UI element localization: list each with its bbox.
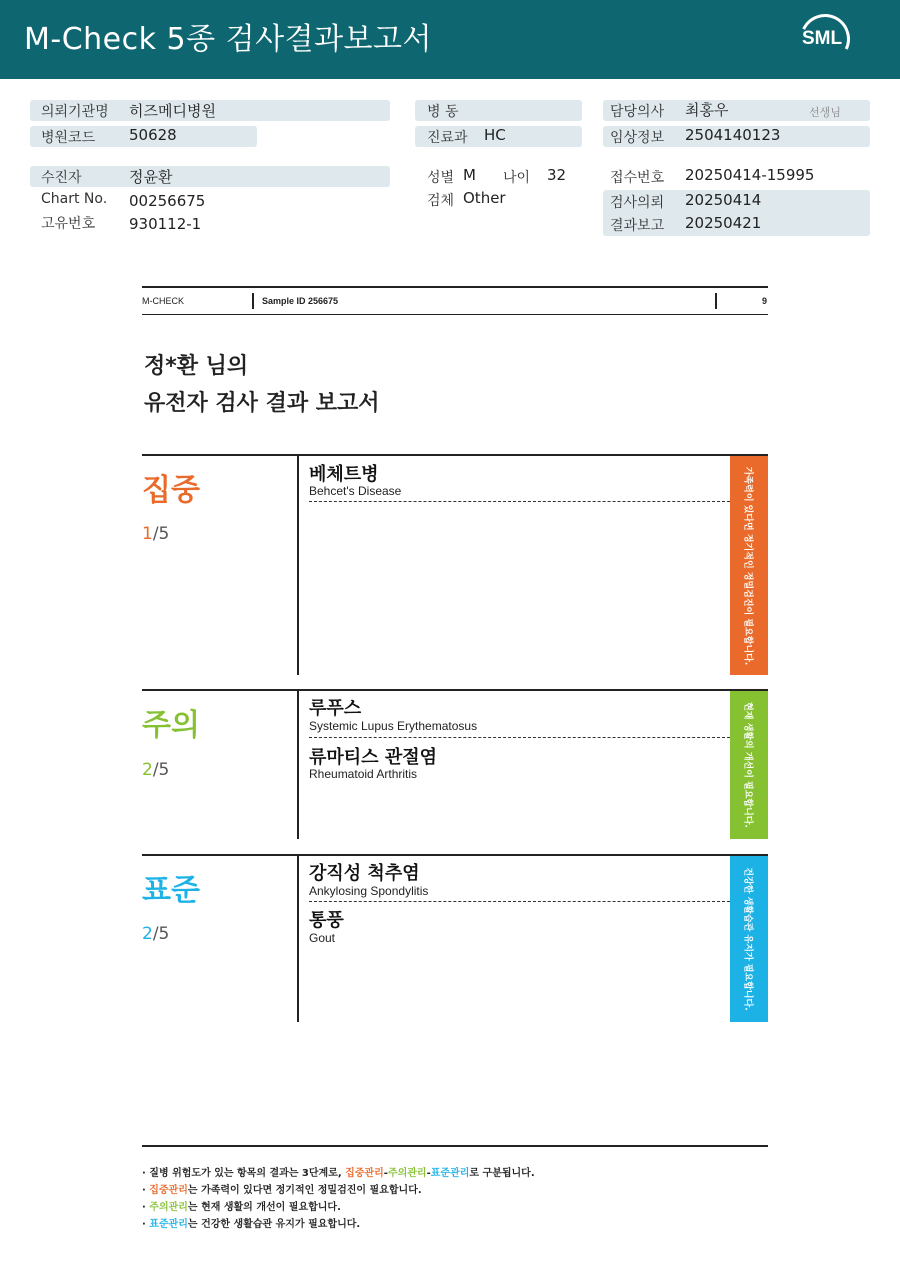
dashed-separator — [309, 501, 730, 502]
sheet-divider — [715, 293, 717, 309]
category-note: 현재 생활의 개선이 필요합니다. — [742, 702, 753, 828]
category-rule — [142, 689, 768, 691]
receipt-value: 20250414-15995 — [685, 166, 815, 184]
institution-value: 히즈메디병원 — [129, 102, 216, 120]
footnote-caution: 주의관리 — [149, 1202, 188, 1213]
footnote-1: · 질병 위험도가 있는 항목의 결과는 3단계로, 집중관리-주의관리-표준관리로 구분됩니다. — [142, 1168, 535, 1179]
category-note: 가족력이 있다면 정기적인 정밀검진이 필요합니다. — [742, 466, 753, 665]
category-name: 표준 — [142, 873, 200, 908]
age-value: 32 — [547, 166, 567, 184]
clinical-value: 2504140123 — [685, 126, 781, 144]
count-total: /5 — [152, 924, 170, 944]
request-label: 검사의뢰 — [610, 195, 665, 211]
category-name: 집중 — [142, 473, 200, 508]
page-number: 9 — [762, 296, 768, 306]
disease-name-ko: 통풍 — [309, 910, 344, 931]
report-title-line: 유전자 검사 결과 보고서 — [144, 391, 380, 416]
footnote-text: 는 가족력이 있다면 정기적인 정밀검진이 필요합니다. — [187, 1185, 422, 1196]
patient-row — [30, 166, 390, 187]
result-value: 20250421 — [685, 214, 762, 232]
count-number: 2 — [142, 760, 153, 780]
footnote-standard: 표준관리 — [149, 1219, 188, 1230]
disease-name-en: Ankylosing Spondylitis — [309, 884, 429, 898]
disease-name-ko: 베체트병 — [309, 464, 379, 485]
category-count — [142, 524, 169, 544]
disease-name-ko: 류마티스 관절염 — [309, 747, 437, 768]
footnote-3: · 주의관리는 현재 생활의 개선이 필요합니다. — [142, 1202, 341, 1213]
category-rule — [142, 854, 768, 856]
disease-name-ko: 강직성 척추염 — [309, 863, 420, 884]
header-bar — [0, 0, 900, 79]
category-rule — [142, 454, 768, 456]
category-count — [142, 760, 169, 780]
hospital-code-label: 병원코드 — [41, 130, 96, 146]
sex-label: 성별 — [427, 170, 455, 186]
sheet-top-rule — [142, 286, 768, 288]
footnote-caution: 주의관리 — [387, 1168, 427, 1179]
footnote-dash: - — [383, 1168, 388, 1179]
category-note-bar — [730, 456, 768, 675]
disease-name-en: Gout — [309, 931, 336, 945]
dashed-separator — [309, 901, 730, 902]
sex-value: M — [463, 166, 476, 184]
sml-logo — [800, 14, 852, 64]
count-total: /5 — [152, 524, 170, 544]
clinical-label: 임상정보 — [610, 130, 665, 146]
specimen-value: Other — [463, 189, 506, 207]
institution-label: 의뢰기관명 — [41, 104, 109, 120]
logo-text: SML — [802, 28, 843, 49]
result-label: 결과보고 — [610, 218, 665, 234]
ward-label: 병 동 — [427, 104, 459, 120]
disease-name-en: Behcet's Disease — [309, 484, 402, 498]
disease-name-en: Systemic Lupus Erythematosus — [309, 719, 478, 733]
doctor-value: 최홍우 — [685, 101, 729, 119]
disease-name-ko: 루푸스 — [309, 698, 362, 719]
sheet-header-rule — [142, 314, 768, 315]
footnote-text: 는 현재 생활의 개선이 필요합니다. — [187, 1202, 341, 1213]
category-vline — [297, 691, 299, 839]
footnote-2: · 집중관리는 가족력이 있다면 정기적인 정밀검진이 필요합니다. — [142, 1185, 422, 1196]
age-label: 나이 — [503, 170, 531, 186]
request-value: 20250414 — [685, 191, 762, 209]
footnote-text: 로 구분됩니다. — [469, 1168, 535, 1179]
sample-id: Sample ID 256675 — [262, 296, 339, 306]
category-vline — [297, 856, 299, 1022]
receipt-label: 접수번호 — [610, 170, 665, 186]
mcheck-label: M-CHECK — [142, 296, 184, 306]
category-vline — [297, 456, 299, 675]
doctor-suffix: 선생님 — [809, 106, 841, 119]
count-number: 1 — [142, 524, 153, 544]
dept-value: HC — [484, 126, 506, 144]
sheet-divider — [252, 293, 254, 309]
dashed-separator — [309, 737, 730, 738]
footnote-text: 는 건강한 생활습관 유지가 필요합니다. — [187, 1219, 361, 1230]
category-note-bar — [730, 856, 768, 1022]
footnote-text: 질병 위험도가 있는 항목의 결과는 3단계로, — [149, 1168, 346, 1179]
count-total: /5 — [152, 760, 170, 780]
dept-label: 진료과 — [427, 130, 468, 146]
patient-value: 정윤환 — [129, 168, 173, 186]
patient-label: 수진자 — [41, 170, 82, 186]
chart-value: 00256675 — [129, 192, 206, 210]
category-count — [142, 924, 169, 944]
category-name: 주의 — [142, 708, 200, 743]
footnote-standard: 표준관리 — [430, 1168, 470, 1179]
footnote-dash: - — [426, 1168, 431, 1179]
category-note-bar — [730, 691, 768, 839]
disease-name-en: Rheumatoid Arthritis — [309, 767, 418, 781]
uid-label: 고유번호 — [41, 216, 96, 232]
chart-label: Chart No. — [41, 191, 108, 207]
doctor-label: 담당의사 — [610, 104, 665, 120]
footnote-focus: 집중관리 — [345, 1168, 384, 1179]
category-note: 건강한 생활습관 유지가 필요합니다. — [742, 867, 753, 1011]
count-number: 2 — [142, 924, 153, 944]
hospital-code-value: 50628 — [129, 126, 177, 144]
specimen-label: 검체 — [427, 193, 455, 209]
footnote-4: · 표준관리는 건강한 생활습관 유지가 필요합니다. — [142, 1219, 361, 1230]
report-title: M-Check 5종 검사결과보고서 — [24, 22, 432, 57]
footnote-focus: 집중관리 — [149, 1185, 188, 1196]
uid-value: 930112-1 — [129, 215, 202, 233]
footnote-rule — [142, 1145, 768, 1147]
report-name-line: 정*환 님의 — [144, 354, 249, 379]
